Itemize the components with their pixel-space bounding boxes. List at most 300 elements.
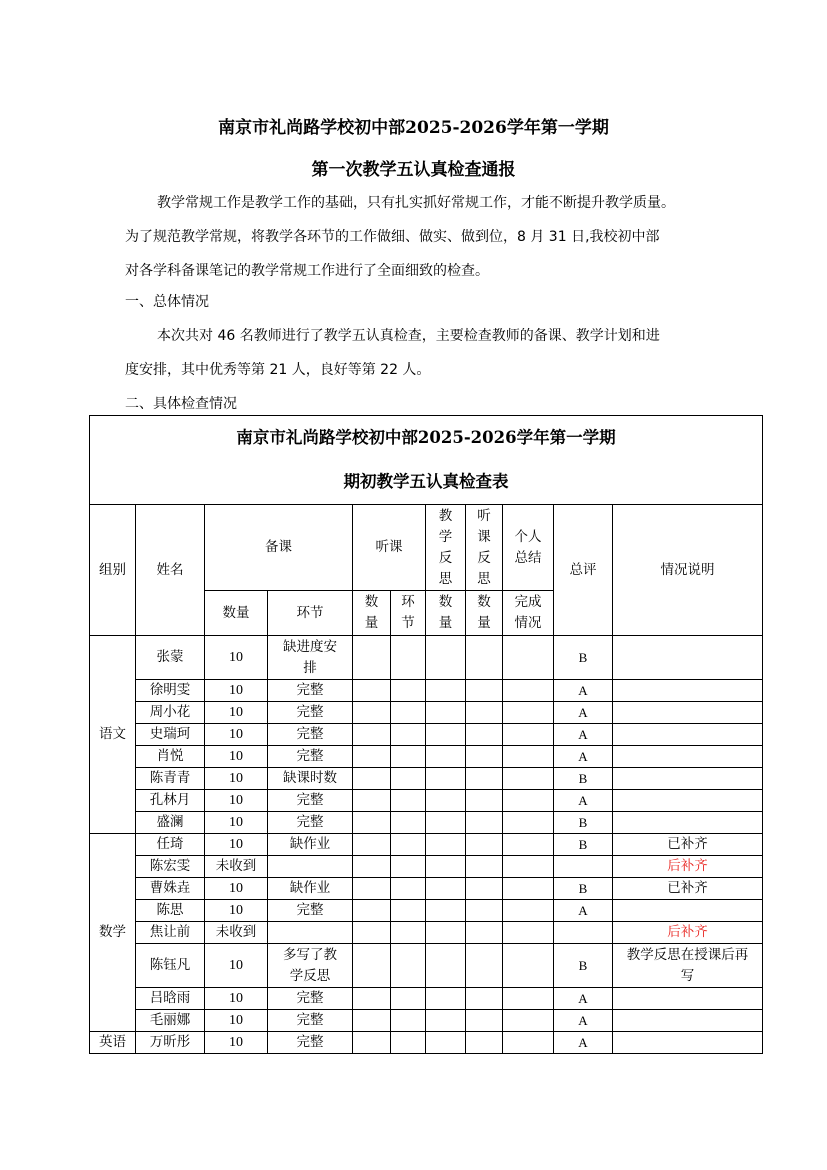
listen-reflection-count-cell bbox=[466, 790, 503, 812]
remarks-cell-text: 后补齐 bbox=[667, 924, 708, 940]
prep-stage-cell-text: 完整 bbox=[296, 682, 324, 698]
prep-count-cell-text: 10 bbox=[229, 958, 243, 973]
remarks-cell bbox=[613, 1032, 763, 1054]
overall-grade-cell bbox=[554, 834, 613, 856]
table-row bbox=[90, 922, 763, 944]
overall-grade-cell bbox=[554, 900, 613, 922]
listen-stage-cell bbox=[391, 746, 426, 768]
summary-status-cell bbox=[503, 834, 554, 856]
listen-stage-cell bbox=[391, 812, 426, 834]
listen-stage-cell bbox=[391, 1032, 426, 1054]
header-prep-stage: 环节 bbox=[268, 591, 353, 636]
overall-grade-cell bbox=[554, 790, 613, 812]
header-listen-stage bbox=[391, 591, 426, 636]
prep-count-cell bbox=[205, 1010, 268, 1032]
listen-reflection-count-cell bbox=[466, 746, 503, 768]
table-row bbox=[90, 856, 763, 878]
name-cell-text: 徐明雯 bbox=[149, 682, 191, 698]
prep-stage-cell-text: 多写了教学反思 bbox=[283, 946, 337, 984]
listen-reflection-count-cell bbox=[466, 702, 503, 724]
listen-count-cell bbox=[353, 856, 391, 878]
reflection-count-cell bbox=[426, 768, 466, 790]
prep-stage-cell-text: 完整 bbox=[296, 1034, 324, 1050]
name-cell-text: 周小花 bbox=[149, 704, 191, 720]
reflection-count-cell bbox=[426, 1032, 466, 1054]
table-row bbox=[90, 746, 763, 768]
overall-grade-cell bbox=[554, 856, 613, 878]
prep-count-cell bbox=[205, 790, 268, 812]
listen-count-cell bbox=[353, 636, 391, 680]
prep-stage-cell bbox=[268, 944, 353, 988]
reflection-count-cell bbox=[426, 944, 466, 988]
remarks-cell bbox=[613, 790, 763, 812]
listen-reflection-count-cell bbox=[466, 724, 503, 746]
prep-stage-cell bbox=[268, 878, 353, 900]
name-cell bbox=[136, 768, 205, 790]
prep-count-cell-text: 10 bbox=[229, 991, 243, 1006]
header-listen-count-text: 数量 bbox=[364, 594, 379, 631]
overall-grade-cell bbox=[554, 1032, 613, 1054]
listen-stage-cell bbox=[391, 944, 426, 988]
prep-count-cell bbox=[205, 834, 268, 856]
listen-reflection-count-cell bbox=[466, 878, 503, 900]
listen-reflection-count-cell bbox=[466, 834, 503, 856]
remarks-cell bbox=[613, 834, 763, 856]
reflection-count-cell bbox=[426, 636, 466, 680]
listen-stage-cell bbox=[391, 724, 426, 746]
overall-grade-cell-text: A bbox=[578, 683, 588, 698]
overall-grade-cell bbox=[554, 812, 613, 834]
section1-line: 本次共对 46 名教师进行了教学五认真检查，主要检查教师的备课、教学计划和进 bbox=[157, 328, 660, 344]
intro-line: 教学常规工作是教学工作的基础，只有扎实抓好常规工作，才能不断提升教学质量。 bbox=[157, 195, 675, 211]
listen-stage-cell bbox=[391, 900, 426, 922]
overall-grade-cell-text: B bbox=[578, 815, 588, 830]
overall-grade-cell-text: A bbox=[578, 749, 588, 764]
prep-stage-cell-text: 缺作业 bbox=[289, 880, 331, 896]
name-cell-text: 任琦 bbox=[156, 836, 184, 852]
overall-grade-cell bbox=[554, 724, 613, 746]
listen-stage-cell bbox=[391, 790, 426, 812]
prep-count-cell-text: 10 bbox=[229, 815, 243, 830]
listen-reflection-count-cell bbox=[466, 922, 503, 944]
prep-count-cell bbox=[205, 1032, 268, 1054]
prep-stage-cell bbox=[268, 702, 353, 724]
name-cell bbox=[136, 988, 205, 1010]
name-cell-text: 孔林月 bbox=[149, 792, 191, 808]
remarks-cell bbox=[613, 680, 763, 702]
remarks-cell-text: 后补齐 bbox=[667, 858, 708, 874]
summary-status-cell bbox=[503, 900, 554, 922]
listen-reflection-count-cell bbox=[466, 988, 503, 1010]
name-cell-text: 陈钰凡 bbox=[149, 957, 191, 973]
remarks-cell bbox=[613, 702, 763, 724]
header-summary-status-text: 完成情况 bbox=[514, 594, 542, 631]
header-remarks: 情况说明 bbox=[613, 505, 763, 636]
name-cell bbox=[136, 878, 205, 900]
header-name: 姓名 bbox=[136, 505, 205, 636]
prep-count-cell bbox=[205, 812, 268, 834]
overall-grade-cell bbox=[554, 922, 613, 944]
header-listen-reflection-count bbox=[466, 591, 503, 636]
prep-stage-cell-text: 完整 bbox=[296, 726, 324, 742]
prep-stage-cell bbox=[268, 1032, 353, 1054]
overall-grade-cell bbox=[554, 1010, 613, 1032]
document-title-line2: 第一次教学五认真检查通报 bbox=[311, 160, 516, 180]
listen-count-cell bbox=[353, 878, 391, 900]
listen-reflection-count-cell bbox=[466, 900, 503, 922]
prep-count-cell-text: 10 bbox=[229, 727, 243, 742]
table-title-line1: 南京市礼尚路学校初中部2025-2026学年第一学期 bbox=[236, 428, 616, 447]
prep-count-cell-text: 未收到 bbox=[215, 924, 257, 940]
table-title bbox=[90, 416, 763, 505]
summary-status-cell bbox=[503, 724, 554, 746]
name-cell-text: 史瑞珂 bbox=[149, 726, 191, 742]
prep-stage-cell-text: 完整 bbox=[296, 814, 324, 830]
prep-stage-cell bbox=[268, 1010, 353, 1032]
inspection-table bbox=[89, 415, 763, 1054]
prep-count-cell-text: 10 bbox=[229, 881, 243, 896]
name-cell bbox=[136, 1010, 205, 1032]
overall-grade-cell-text: B bbox=[578, 771, 588, 786]
overall-grade-cell bbox=[554, 944, 613, 988]
overall-grade-cell-text: B bbox=[578, 837, 588, 852]
header-reflection-count-text: 数量 bbox=[438, 594, 453, 631]
group-cell: 数学 bbox=[90, 834, 136, 1032]
table-row bbox=[90, 878, 763, 900]
prep-count-cell bbox=[205, 724, 268, 746]
prep-count-cell-text: 10 bbox=[229, 903, 243, 918]
remarks-cell-text: 已补齐 bbox=[667, 836, 708, 852]
prep-stage-cell bbox=[268, 834, 353, 856]
header-group: 组别 bbox=[90, 505, 136, 636]
table-row bbox=[90, 1032, 763, 1054]
overall-grade-cell-text: B bbox=[578, 958, 588, 973]
prep-stage-cell bbox=[268, 636, 353, 680]
name-cell-text: 陈思 bbox=[156, 902, 184, 918]
table-title-row bbox=[90, 416, 763, 505]
prep-count-cell-text: 10 bbox=[229, 1013, 243, 1028]
name-cell bbox=[136, 834, 205, 856]
prep-count-cell-text: 10 bbox=[229, 1035, 243, 1050]
summary-status-cell bbox=[503, 702, 554, 724]
remarks-cell bbox=[613, 1010, 763, 1032]
prep-count-cell bbox=[205, 878, 268, 900]
remarks-cell bbox=[613, 636, 763, 680]
remarks-cell bbox=[613, 944, 763, 988]
prep-count-cell bbox=[205, 768, 268, 790]
overall-grade-cell-text: A bbox=[578, 705, 588, 720]
prep-stage-cell-text: 完整 bbox=[296, 748, 324, 764]
overall-grade-cell bbox=[554, 636, 613, 680]
listen-stage-cell bbox=[391, 834, 426, 856]
reflection-count-cell bbox=[426, 746, 466, 768]
summary-status-cell bbox=[503, 680, 554, 702]
table-row bbox=[90, 680, 763, 702]
summary-status-cell bbox=[503, 1032, 554, 1054]
remarks-cell bbox=[613, 878, 763, 900]
prep-count-cell-text: 10 bbox=[229, 650, 243, 665]
prep-count-cell bbox=[205, 988, 268, 1010]
name-cell bbox=[136, 746, 205, 768]
listen-count-cell bbox=[353, 768, 391, 790]
prep-count-cell bbox=[205, 944, 268, 988]
name-cell-text: 曹姝垚 bbox=[149, 880, 191, 896]
summary-status-cell bbox=[503, 768, 554, 790]
remarks-cell-text: 教学反思在授课后再写 bbox=[626, 946, 749, 984]
listen-stage-cell bbox=[391, 878, 426, 900]
prep-stage-cell bbox=[268, 680, 353, 702]
listen-count-cell bbox=[353, 944, 391, 988]
prep-count-cell bbox=[205, 900, 268, 922]
overall-grade-cell bbox=[554, 768, 613, 790]
overall-grade-cell bbox=[554, 746, 613, 768]
prep-count-cell bbox=[205, 922, 268, 944]
header-listen-reflection-count-text: 数量 bbox=[477, 594, 491, 631]
summary-status-cell bbox=[503, 636, 554, 680]
listen-count-cell bbox=[353, 988, 391, 1010]
name-cell-text: 陈宏雯 bbox=[149, 858, 191, 874]
prep-count-cell-text: 10 bbox=[229, 771, 243, 786]
remarks-cell bbox=[613, 768, 763, 790]
prep-stage-cell bbox=[268, 988, 353, 1010]
listen-stage-cell bbox=[391, 768, 426, 790]
listen-stage-cell bbox=[391, 856, 426, 878]
reflection-count-cell bbox=[426, 834, 466, 856]
name-cell bbox=[136, 790, 205, 812]
listen-count-cell bbox=[353, 724, 391, 746]
prep-count-cell bbox=[205, 680, 268, 702]
overall-grade-cell-text: A bbox=[578, 727, 588, 742]
remarks-cell bbox=[613, 812, 763, 834]
header-listening-reflection-text: 听课反思 bbox=[477, 507, 491, 587]
prep-stage-cell-text: 完整 bbox=[296, 990, 324, 1006]
overall-grade-cell-text: A bbox=[578, 991, 588, 1006]
name-cell-text: 肖悦 bbox=[156, 748, 184, 764]
prep-count-cell-text: 10 bbox=[229, 749, 243, 764]
header-row-1 bbox=[90, 505, 763, 591]
table-row bbox=[90, 812, 763, 834]
listen-reflection-count-cell bbox=[466, 636, 503, 680]
prep-stage-cell-text: 缺进度安排 bbox=[283, 638, 337, 676]
prep-stage-cell-text: 完整 bbox=[296, 902, 324, 918]
name-cell bbox=[136, 636, 205, 680]
reflection-count-cell bbox=[426, 724, 466, 746]
summary-status-cell bbox=[503, 944, 554, 988]
prep-stage-cell bbox=[268, 922, 353, 944]
name-cell bbox=[136, 680, 205, 702]
header-teaching-reflection bbox=[426, 505, 466, 591]
remarks-cell bbox=[613, 988, 763, 1010]
table-row bbox=[90, 724, 763, 746]
listen-count-cell bbox=[353, 1010, 391, 1032]
overall-grade-cell-text: A bbox=[578, 903, 588, 918]
summary-status-cell bbox=[503, 922, 554, 944]
table-row bbox=[90, 790, 763, 812]
group-cell: 英语 bbox=[90, 1032, 136, 1054]
table-row bbox=[90, 636, 763, 680]
summary-status-cell bbox=[503, 878, 554, 900]
table-row bbox=[90, 702, 763, 724]
listen-count-cell bbox=[353, 834, 391, 856]
reflection-count-cell bbox=[426, 988, 466, 1010]
reflection-count-cell bbox=[426, 790, 466, 812]
name-cell-text: 吕晗雨 bbox=[149, 990, 191, 1006]
prep-stage-cell bbox=[268, 856, 353, 878]
overall-grade-cell-text: A bbox=[578, 793, 588, 808]
listen-stage-cell bbox=[391, 922, 426, 944]
header-listen-count bbox=[353, 591, 391, 636]
listen-count-cell bbox=[353, 922, 391, 944]
header-personal-summary bbox=[503, 505, 554, 591]
listen-stage-cell bbox=[391, 636, 426, 680]
header-reflection-count bbox=[426, 591, 466, 636]
reflection-count-cell bbox=[426, 856, 466, 878]
name-cell bbox=[136, 1032, 205, 1054]
prep-count-cell-text: 10 bbox=[229, 683, 243, 698]
listen-count-cell bbox=[353, 812, 391, 834]
summary-status-cell bbox=[503, 812, 554, 834]
listen-reflection-count-cell bbox=[466, 856, 503, 878]
header-listening: 听课 bbox=[353, 505, 426, 591]
remarks-cell bbox=[613, 922, 763, 944]
reflection-count-cell bbox=[426, 680, 466, 702]
header-personal-summary-text: 个人总结 bbox=[514, 528, 542, 566]
name-cell-text: 焦让前 bbox=[149, 924, 191, 940]
name-cell bbox=[136, 812, 205, 834]
summary-status-cell bbox=[503, 790, 554, 812]
listen-reflection-count-cell bbox=[466, 1010, 503, 1032]
name-cell-text: 万昕彤 bbox=[149, 1034, 191, 1050]
reflection-count-cell bbox=[426, 878, 466, 900]
prep-stage-cell-text: 完整 bbox=[296, 792, 324, 808]
listen-stage-cell bbox=[391, 1010, 426, 1032]
header-teaching-reflection-text: 教学反思 bbox=[438, 507, 453, 587]
prep-stage-cell-text: 缺作业 bbox=[289, 836, 331, 852]
section1-line: 度安排，其中优秀等第 21 人，良好等第 22 人。 bbox=[125, 362, 431, 378]
reflection-count-cell bbox=[426, 812, 466, 834]
name-cell-text: 毛丽娜 bbox=[149, 1012, 191, 1028]
name-cell-text: 陈青青 bbox=[149, 770, 191, 786]
table-row bbox=[90, 834, 763, 856]
overall-grade-cell-text: B bbox=[578, 881, 588, 896]
prep-count-cell-text: 10 bbox=[229, 705, 243, 720]
listen-reflection-count-cell bbox=[466, 768, 503, 790]
summary-status-cell bbox=[503, 988, 554, 1010]
prep-stage-cell-text: 完整 bbox=[296, 704, 324, 720]
overall-grade-cell bbox=[554, 680, 613, 702]
table-row bbox=[90, 1010, 763, 1032]
listen-stage-cell bbox=[391, 680, 426, 702]
overall-grade-cell-text: B bbox=[578, 650, 588, 665]
summary-status-cell bbox=[503, 1010, 554, 1032]
header-listening-reflection bbox=[466, 505, 503, 591]
remarks-cell bbox=[613, 900, 763, 922]
reflection-count-cell bbox=[426, 1010, 466, 1032]
prep-count-cell-text: 未收到 bbox=[215, 858, 257, 874]
group-cell: 语文 bbox=[90, 636, 136, 834]
overall-grade-cell bbox=[554, 988, 613, 1010]
name-cell bbox=[136, 922, 205, 944]
intro-paragraph bbox=[125, 186, 715, 288]
overall-grade-cell bbox=[554, 702, 613, 724]
prep-stage-cell bbox=[268, 812, 353, 834]
remarks-cell bbox=[613, 724, 763, 746]
remarks-cell bbox=[613, 746, 763, 768]
prep-stage-cell bbox=[268, 746, 353, 768]
prep-count-cell bbox=[205, 746, 268, 768]
listen-reflection-count-cell bbox=[466, 812, 503, 834]
listen-stage-cell bbox=[391, 702, 426, 724]
reflection-count-cell bbox=[426, 900, 466, 922]
header-prep-count: 数量 bbox=[205, 591, 268, 636]
prep-count-cell bbox=[205, 856, 268, 878]
overall-grade-cell-text: A bbox=[578, 1013, 588, 1028]
listen-reflection-count-cell bbox=[466, 1032, 503, 1054]
name-cell bbox=[136, 724, 205, 746]
prep-stage-cell bbox=[268, 768, 353, 790]
section1 bbox=[125, 285, 715, 421]
document-title-line1: 南京市礼尚路学校初中部2025-2026学年第一学期 bbox=[218, 118, 609, 138]
prep-count-cell bbox=[205, 702, 268, 724]
listen-count-cell bbox=[353, 790, 391, 812]
name-cell-text: 张蒙 bbox=[156, 649, 184, 665]
listen-count-cell bbox=[353, 702, 391, 724]
section2-heading: 二、具体检查情况 bbox=[125, 396, 237, 412]
prep-stage-cell-text: 完整 bbox=[296, 1012, 324, 1028]
listen-reflection-count-cell bbox=[466, 680, 503, 702]
listen-count-cell bbox=[353, 680, 391, 702]
prep-stage-cell-text: 缺课时数 bbox=[283, 770, 337, 786]
overall-grade-cell-text: A bbox=[578, 1035, 588, 1050]
prep-count-cell-text: 10 bbox=[229, 793, 243, 808]
listen-count-cell bbox=[353, 746, 391, 768]
header-listen-stage-text: 环节 bbox=[401, 594, 415, 631]
summary-status-cell bbox=[503, 856, 554, 878]
intro-line: 为了规范教学常规，将教学各环节的工作做细、做实、做到位，8 月 31 日,我校初中部 bbox=[125, 229, 660, 245]
section1-heading: 一、总体情况 bbox=[125, 294, 209, 310]
reflection-count-cell bbox=[426, 702, 466, 724]
table-title-line2: 期初教学五认真检查表 bbox=[343, 472, 509, 491]
prep-stage-cell bbox=[268, 900, 353, 922]
prep-count-cell bbox=[205, 636, 268, 680]
listen-reflection-count-cell bbox=[466, 944, 503, 988]
prep-stage-cell bbox=[268, 790, 353, 812]
table-row bbox=[90, 988, 763, 1010]
table-row bbox=[90, 944, 763, 988]
name-cell bbox=[136, 944, 205, 988]
listen-count-cell bbox=[353, 1032, 391, 1054]
name-cell-text: 盛澜 bbox=[156, 814, 184, 830]
remarks-cell-text: 已补齐 bbox=[667, 880, 708, 896]
name-cell bbox=[136, 856, 205, 878]
table-row bbox=[90, 768, 763, 790]
table-row bbox=[90, 900, 763, 922]
header-overall: 总评 bbox=[554, 505, 613, 636]
name-cell bbox=[136, 702, 205, 724]
overall-grade-cell bbox=[554, 878, 613, 900]
summary-status-cell bbox=[503, 746, 554, 768]
header-summary-status bbox=[503, 591, 554, 636]
listen-count-cell bbox=[353, 900, 391, 922]
intro-line: 对各学科备课笔记的教学常规工作进行了全面细致的检查。 bbox=[125, 263, 489, 279]
remarks-cell bbox=[613, 856, 763, 878]
header-lesson-prep: 备课 bbox=[205, 505, 353, 591]
name-cell bbox=[136, 900, 205, 922]
listen-stage-cell bbox=[391, 988, 426, 1010]
prep-stage-cell bbox=[268, 724, 353, 746]
reflection-count-cell bbox=[426, 922, 466, 944]
prep-count-cell-text: 10 bbox=[229, 837, 243, 852]
